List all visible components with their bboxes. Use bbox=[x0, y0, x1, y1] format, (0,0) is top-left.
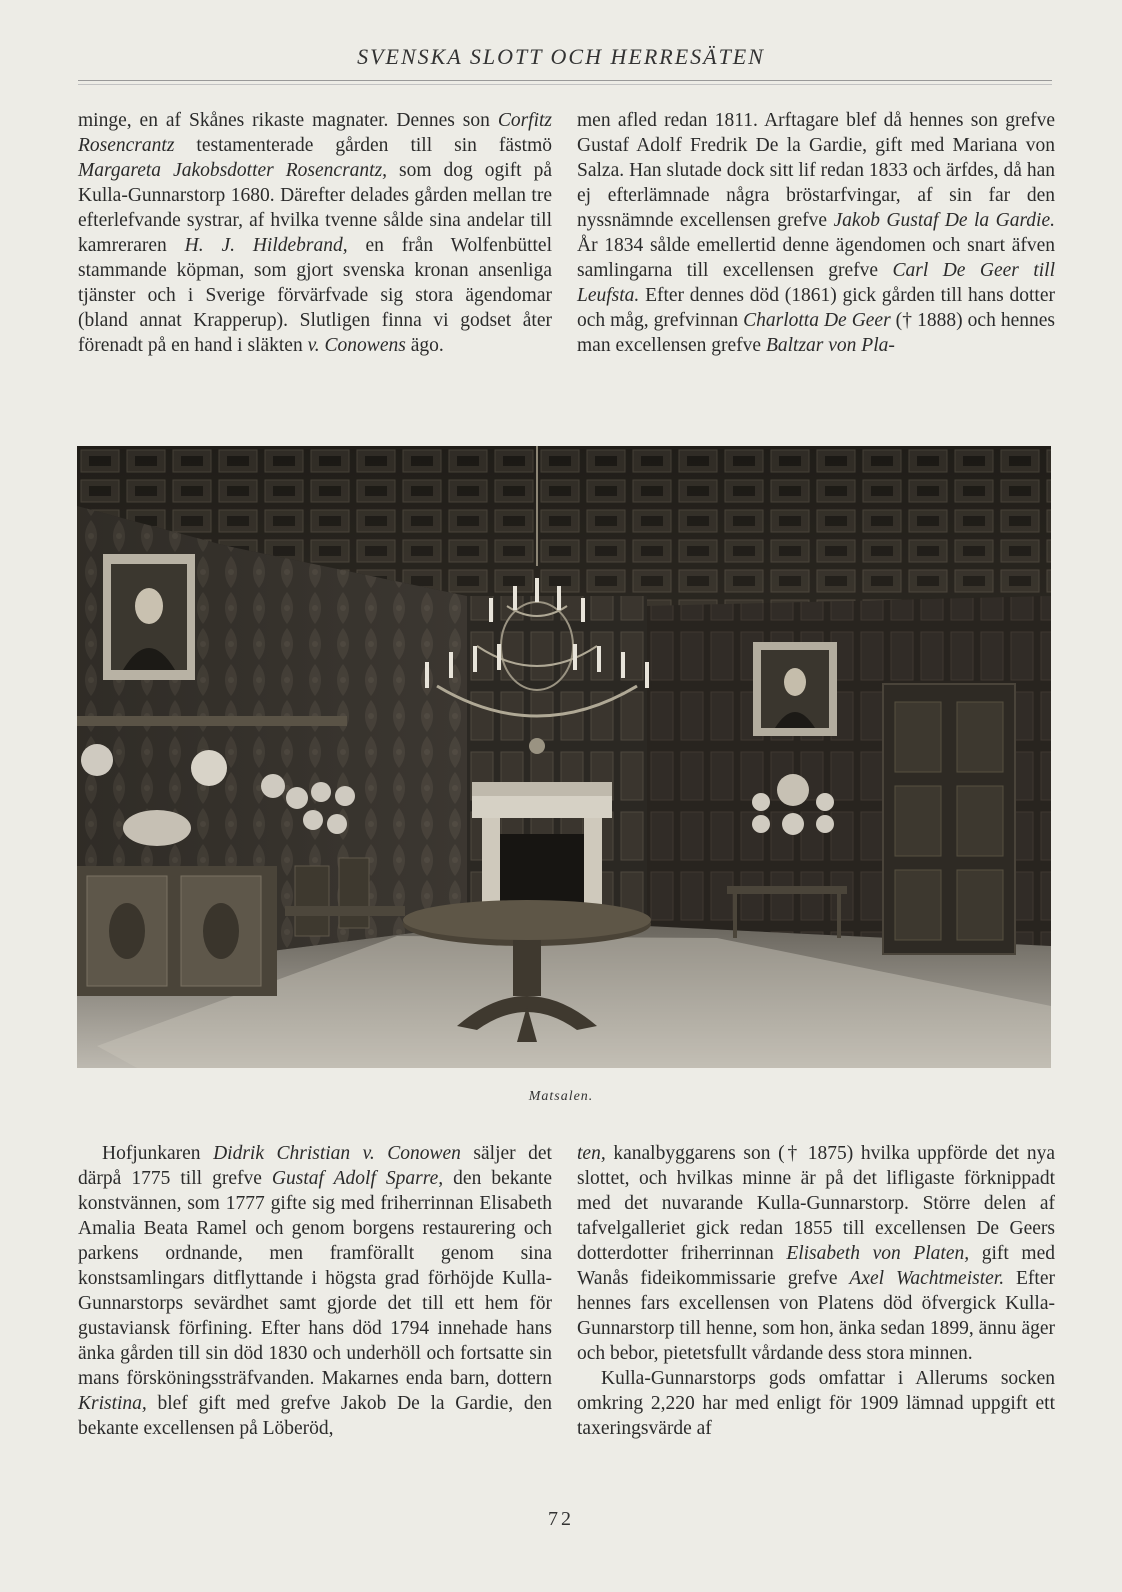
top-left-paragraph bbox=[78, 108, 552, 358]
italic-name-run: Charlotta De Geer bbox=[743, 310, 891, 331]
text-run: men afled redan 1811. Arftagare blef då hennes son grefve Gustaf Adolf Fredrik De la Gardie, gift med Mariana von Salza. Han slutade dock sitt lif redan 1833 och ärfdes, då han ej efterlämnade några bröstarfvingar, af sin far den nyssnämnde excellensen grefve bbox=[577, 110, 1055, 231]
text-run: Efter dennes död (1861) gick gården till hans dotter och måg, grefvinnan bbox=[577, 285, 1055, 331]
text-run: blef gift med grefve Jakob De la Gardie, den bekante excellensen på Löberöd, bbox=[78, 1393, 552, 1439]
bottom-right-paragraph bbox=[577, 1141, 1055, 1366]
text-run: ägo. bbox=[405, 335, 444, 356]
italic-name-run: Elisabeth von Platen, bbox=[786, 1243, 970, 1264]
bottom-right-paragraph-2: Kulla-Gunnarstorps gods omfattar i Allerums socken omkring 2,220 har med enligt för 1909 lämnad uppgift ett taxeringsvärde af bbox=[577, 1368, 1055, 1439]
text-run: kanalbyggarens son († 1875) hvilka uppförde det nya slottet, och hvilkas minne är på det lifligaste förknippadt med det nuvarande Kulla-Gunnarstorp. Större delen af tafvelgalleriet gick redan 1855 till excellensen De Geers dotterdotter friherrinnan bbox=[577, 1143, 1055, 1264]
text-run: testamenterade gården till sin fästmö bbox=[174, 135, 552, 156]
italic-name-run: Axel Wachtmeister. bbox=[849, 1268, 1005, 1289]
top-right-column bbox=[577, 108, 1055, 358]
italic-name-run: Didrik Christian v. Conowen bbox=[213, 1143, 461, 1164]
italic-name-run: ten, bbox=[577, 1143, 606, 1164]
header-rule-secondary bbox=[78, 84, 1052, 85]
text-run: den bekante konstvännen, som 1777 gifte sig med friherrinnan Elisabeth Amalia Beata Ramel och genom borgens restaurering och parkens ordnande, men framförallt genom sina konstsamlingars ditflyttande i högsta grad förhöjde Kulla-Gunnarstorps sevärdhet samt gjorde det till ett hem för gustaviansk förfining. Efter hans död 1794 innehade hans änka gården till sin död 1830 och underhöll och fortsatte sin mans försköningssträfvanden. Makarnes enda barn, dottern bbox=[78, 1168, 552, 1389]
text-run: en från Wolfenbüttel stammande köpman, som gjort svenska kronan ansenliga tjänster och i Sverige förvärfvade sig stora ägendomar (bland annat Krapperup). Slutligen finna vi godset åter förenadt på en hand i släkten bbox=[78, 235, 552, 356]
dining-hall-photograph bbox=[77, 446, 1051, 1068]
text-run: Efter hennes fars excellensen von Platens död öfvergick Kulla-Gunnarstorp till henne, som hon, änka sedan 1899, ännu äger och bebor, pietetsfullt vårdande dess stora minnen. bbox=[577, 1268, 1055, 1364]
text-run: gift med Wanås fideikommissarie grefve bbox=[577, 1243, 1055, 1289]
header-rule bbox=[78, 80, 1052, 81]
bottom-left-paragraph bbox=[78, 1141, 552, 1441]
bottom-left-column bbox=[78, 1141, 552, 1441]
top-left-column bbox=[78, 108, 552, 358]
bottom-right-column bbox=[577, 1141, 1055, 1441]
text-run: Hofjunkaren bbox=[102, 1143, 214, 1164]
italic-name-run: Jakob Gustaf De la Gardie. bbox=[833, 210, 1056, 231]
top-right-paragraph bbox=[577, 108, 1055, 358]
text-run: minge, en af Skånes rikaste magnater. Dennes son bbox=[78, 110, 498, 131]
italic-name-run: Gustaf Adolf Sparre, bbox=[271, 1168, 444, 1189]
italic-name-run: v. Conowens bbox=[307, 335, 406, 356]
photo-caption: Matsalen. bbox=[528, 1089, 594, 1104]
text-run: säljer det därpå 1775 till grefve bbox=[78, 1143, 552, 1189]
italic-name-run: Baltzar von Pla- bbox=[765, 335, 895, 356]
italic-name-run: H. J. Hildebrand, bbox=[184, 235, 348, 256]
text-run: († 1888) och hennes man excellensen grefve bbox=[577, 310, 1055, 356]
text-run: som dog ogift på Kulla-Gunnarstorp 1680. Därefter delades gården mellan tre efterlefvande systrar, af hvilka tvenne sålde sina andelar till kamreraren bbox=[78, 160, 552, 256]
page-number: 72 bbox=[548, 1508, 574, 1530]
running-header: SVENSKA SLOTT OCH HERRESÄTEN bbox=[357, 44, 765, 69]
text-run: År 1834 sålde emellertid denne ägendomen och snart äfven samlingarna till excellensen grefve bbox=[577, 235, 1055, 281]
italic-name-run: Kristina, bbox=[78, 1393, 147, 1414]
italic-name-run: Margareta Jakobsdotter Rosencrantz, bbox=[78, 160, 388, 181]
italic-name-run: Corfitz Rosencrantz bbox=[78, 110, 552, 156]
italic-name-run: Carl De Geer till Leufsta. bbox=[577, 260, 1056, 306]
